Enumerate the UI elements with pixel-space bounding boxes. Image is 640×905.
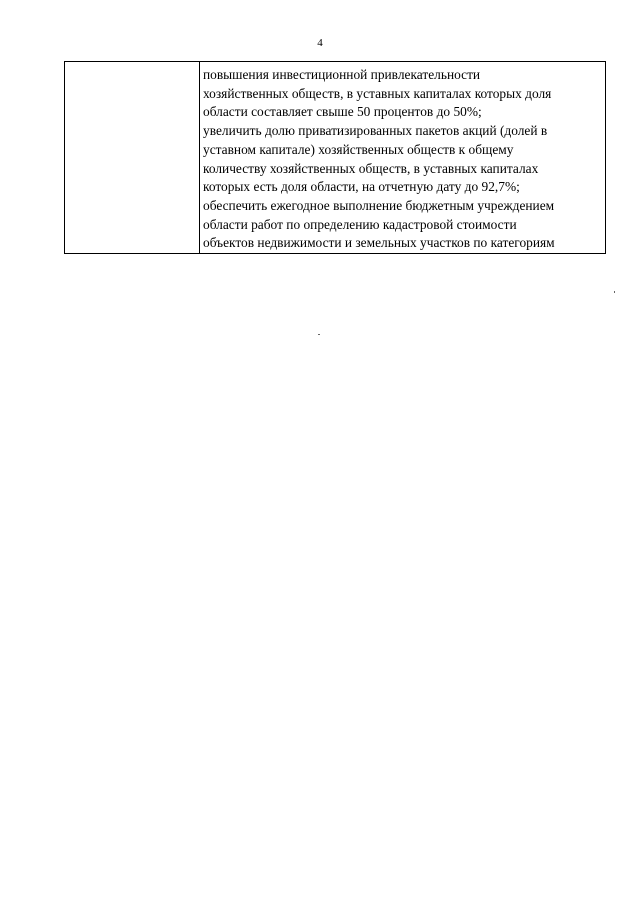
text-line: количеству хозяйственных обществ, в уставных капиталах — [203, 160, 539, 176]
right-cell-text — [200, 62, 605, 253]
table-cell-left — [65, 62, 200, 254]
text-line: которых есть доля области, на отчетную дату до 92,7%; — [203, 179, 520, 195]
text-line: области составляет свыше 50 процентов до 50%; — [203, 104, 482, 120]
text-line: уставном капитале) хозяйственных обществ к общему — [203, 141, 514, 157]
scan-speck — [614, 291, 615, 293]
table-row — [65, 62, 606, 254]
text-line: объектов недвижимости и земельных участков по категориям — [203, 235, 555, 251]
table-cell-right — [200, 62, 606, 254]
document-table — [64, 61, 606, 254]
scan-speck — [318, 334, 320, 335]
text-line: увеличить долю приватизированных пакетов акций (долей в — [203, 123, 548, 139]
text-line: хозяйственных обществ, в уставных капиталах которых доля — [203, 85, 552, 101]
text-line: обеспечить ежегодное выполнение бюджетным учреждением — [203, 197, 555, 213]
text-line: области работ по определению кадастровой стоимости — [203, 216, 517, 232]
page-number: 4 — [317, 37, 323, 49]
text-line: повышения инвестиционной привлекательности — [203, 67, 481, 82]
